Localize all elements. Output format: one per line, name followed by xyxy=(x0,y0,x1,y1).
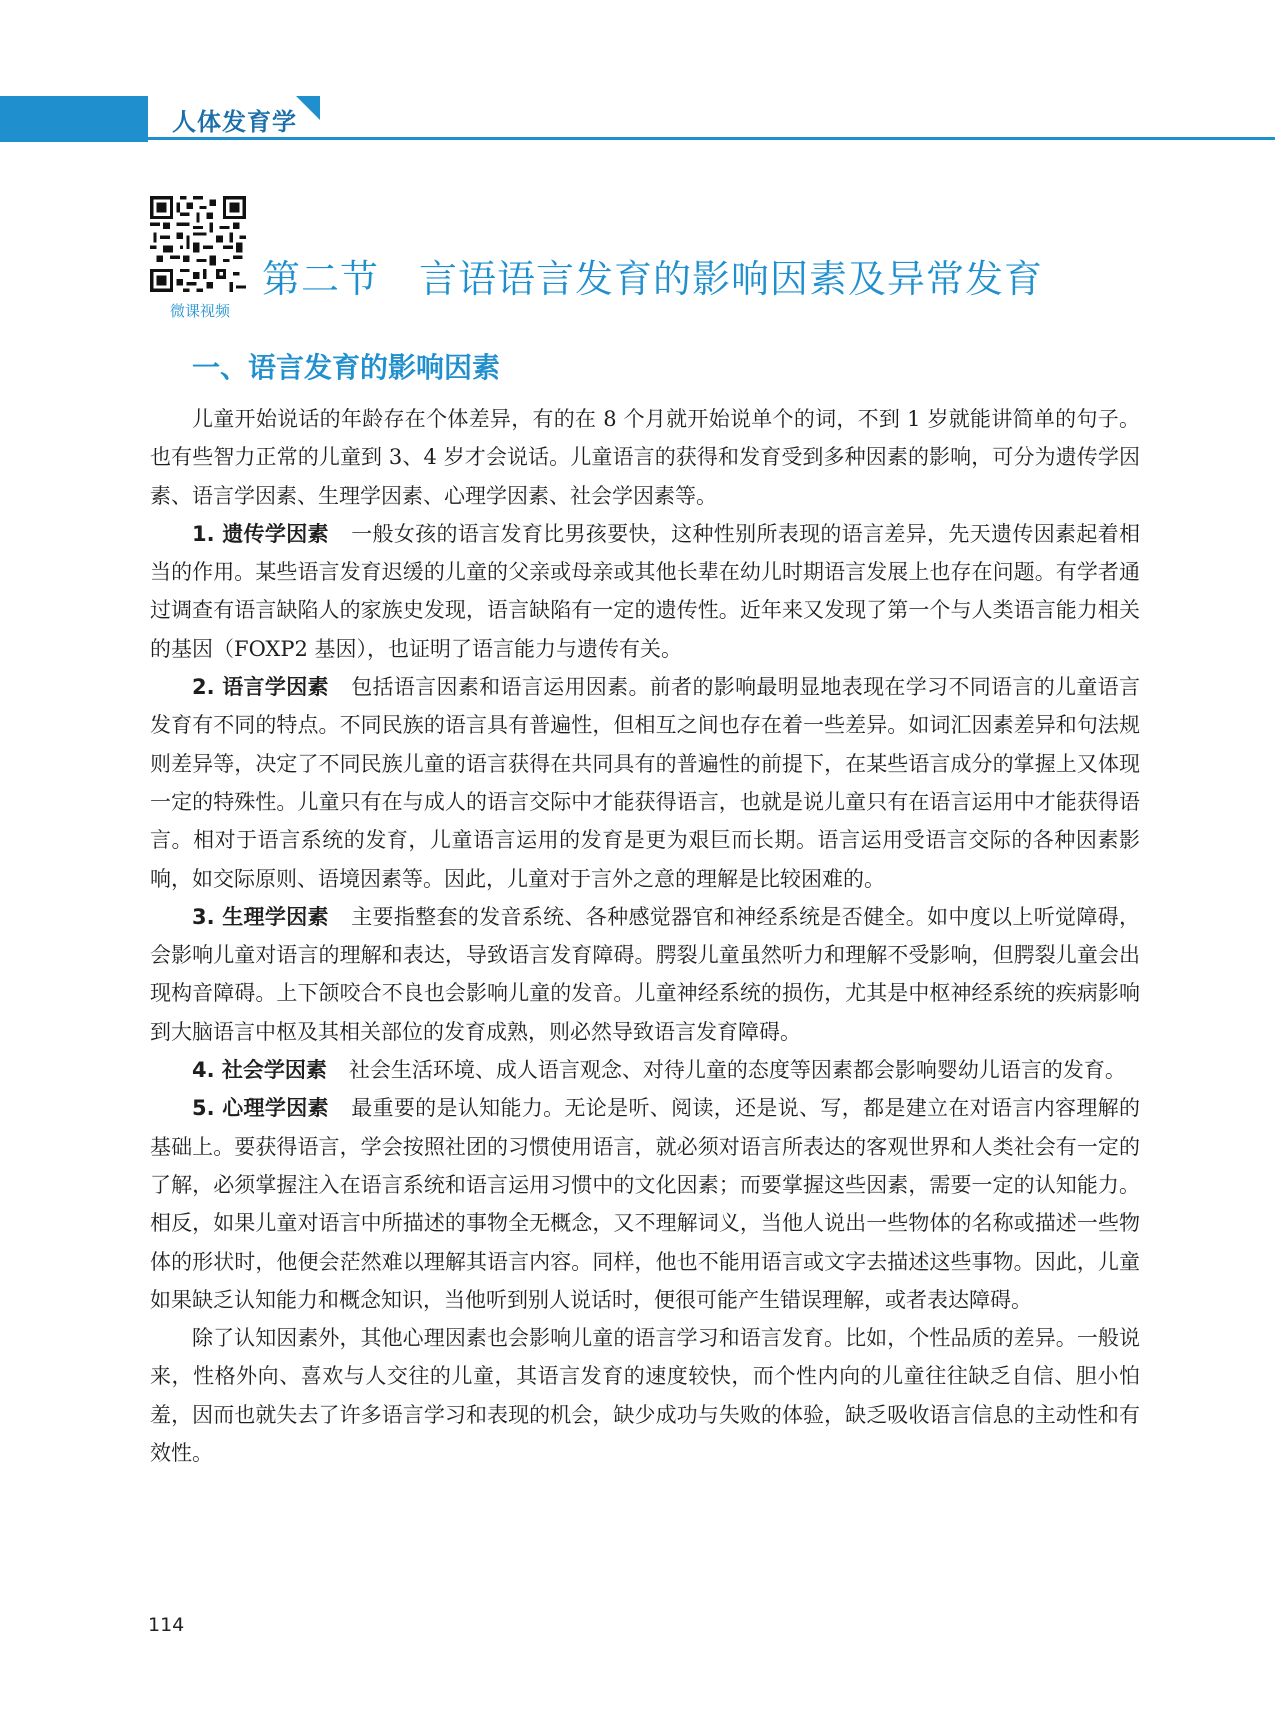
paragraph-text: 社会生活环境、成人语言观念、对待儿童的态度等因素都会影响婴幼儿语言的发育。 xyxy=(348,1058,1126,1083)
paragraph-lead: 4. 社会学因素 xyxy=(192,1058,327,1083)
section-title: 言语语言发育的影响因素及异常发育 xyxy=(419,257,1044,301)
paragraph-linguistic xyxy=(150,668,1140,898)
subsection-heading: 一、语言发育的影响因素 xyxy=(192,351,501,384)
paragraph-text: 主要指整套的发音系统、各种感觉器官和神经系统是否健全。如中度以上听觉障碍，会影响儿童对语言的理解和表达，导致语言发育障碍。腭裂儿童虽然听力和理解不受影响，但腭裂儿童会出现构音障碍。上下颌咬合不良也会影响儿童的发音。儿童神经系统的损伤，尤其是中枢神经系统的疾病影响到大脑语言中枢及其相关部位的发育成熟，则必然导致语言发育障碍。 xyxy=(150,904,1140,1044)
paragraph-text: 一般女孩的语言发育比男孩要快，这种性别所表现的语言差异，先天遗传因素起着相当的作用。某些语言发育迟缓的儿童的父亲或母亲或其他长辈在幼儿时期语言发展上也存在问题。有学者通过调查有语言缺陷人的家族史发现，语言缺陷有一定的遗传性。近年来又发现了第一个与人类语言能力相关的基因（FOXP2 基因），也证明了语言能力与遗传有关。 xyxy=(150,521,1140,661)
section-number: 第二节 xyxy=(262,257,380,301)
paragraph-lead: 3. 生理学因素 xyxy=(192,904,329,929)
page-number: 114 xyxy=(148,1614,185,1636)
paragraph-genetic xyxy=(150,515,1140,668)
paragraph-social xyxy=(150,1051,1140,1089)
paragraph-other-factors: 除了认知因素外，其他心理因素也会影响儿童的语言学习和语言发育。比如，个性品质的差异。一般说来，性格外向、喜欢与人交往的儿童，其语言发育的速度较快，而个性内向的儿童往往缺乏自信、胆小怕羞，因而也就失去了许多语言学习和表现的机会，缺少成功与失败的体验，缺乏吸收语言信息的主动性和有效性。 xyxy=(150,1326,1140,1466)
running-header-title: 人体发育学 xyxy=(172,108,297,136)
qr-code-icon[interactable] xyxy=(150,196,246,292)
paragraph-text: 最重要的是认知能力。无论是听、阅读，还是说、写，都是建立在对语言内容理解的基础上。要获得语言，学会按照社团的习惯使用语言，就必须对语言所表达的客观世界和人类社会有一定的了解，必须掌握注入在语言系统和语言运用习惯中的文化因素；而要掌握这些因素，需要一定的认知能力。相反，如果儿童对语言中所描述的事物全无概念，又不理解词义，当他人说出一些物体的名称或描述一些物体的形状时，他便会茫然难以理解其语言内容。同样，他也不能用语言或文字去描述这些事物。因此，儿童如果缺乏认知能力和概念知识，当他听到别人说话时，便很可能产生错误理解，或者表达障碍。 xyxy=(150,1096,1140,1312)
paragraph-lead: 2. 语言学因素 xyxy=(192,675,329,700)
paragraph-lead: 1. 遗传学因素 xyxy=(192,521,329,546)
paragraph-psychological xyxy=(150,1089,1140,1319)
paragraph-lead: 5. 心理学因素 xyxy=(192,1096,329,1121)
body-text xyxy=(150,400,1140,1472)
paragraph-physiological xyxy=(150,898,1140,1051)
paragraph-intro: 儿童开始说话的年龄存在个体差异，有的在 8 个月就开始说单个的词，不到 1 岁就能讲简单的句子。也有些智力正常的儿童到 3、4 岁才会说话。儿童语言的获得和发育受到多种因素的影响，可分为遗传学因素、语言学因素、生理学因素、心理学因素、社会学因素等。 xyxy=(150,407,1140,508)
section-heading xyxy=(262,248,1043,303)
header-bar xyxy=(0,96,148,142)
paragraph-text: 包括语言因素和语言运用因素。前者的影响最明显地表现在学习不同语言的儿童语言发育有不同的特点。不同民族的语言具有普遍性，但相互之间也存在着一些差异。如词汇因素差异和句法规则差异等，决定了不同民族儿童的语言获得在共同具有的普遍性的前提下，在某些语言成分的掌握上又体现一定的特殊性。儿童只有在与成人的语言交际中才能获得语言，也就是说儿童只有在语言运用中才能获得语言。相对于语言系统的发育，儿童语言运用的发育是更为艰巨而长期。语言运用受语言交际的各种因素影响，如交际原则、语境因素等。因此，儿童对于言外之意的理解是比较困难的。 xyxy=(150,675,1140,891)
header-rule xyxy=(148,137,1275,140)
qr-caption: 微课视频 xyxy=(169,302,230,320)
header-tab-notch xyxy=(296,96,320,120)
